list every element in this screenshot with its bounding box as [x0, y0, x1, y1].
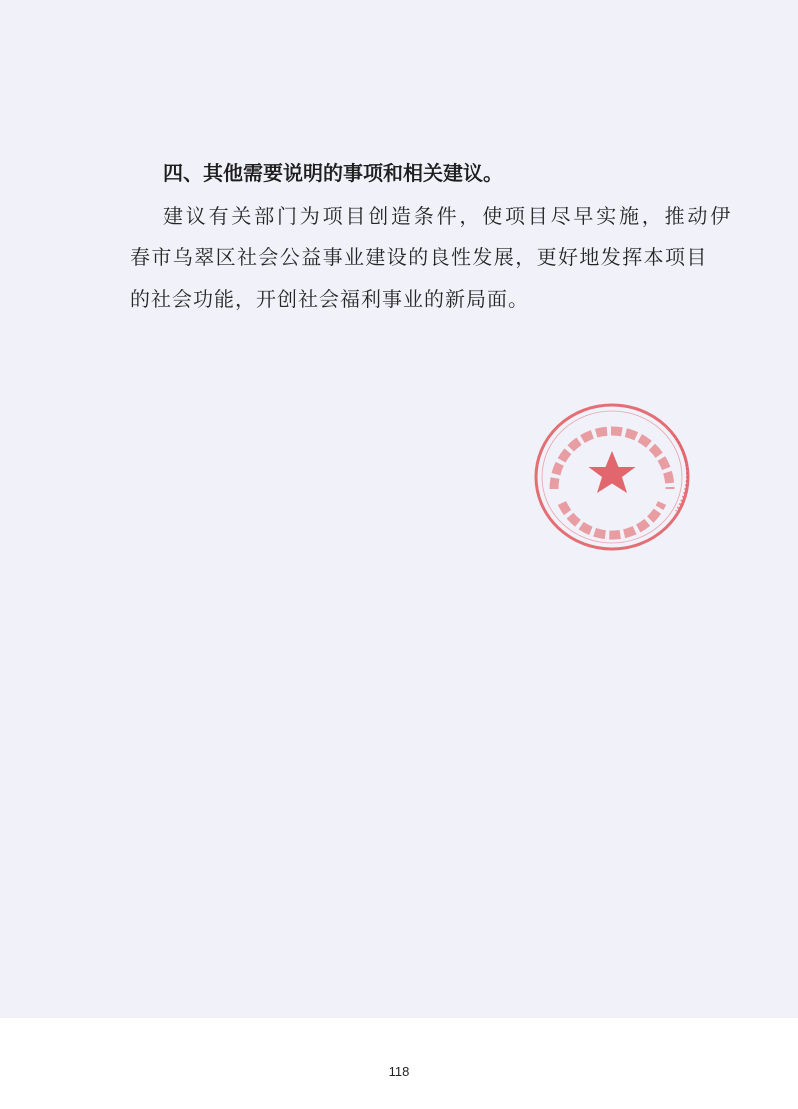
- paragraph-line-3: 的社会功能，开创社会福利事业的新局面。: [130, 287, 529, 311]
- page-number: 118: [388, 1064, 410, 1079]
- star-icon: [589, 451, 636, 493]
- paragraph-line-2: 春市乌翠区社会公益事业建设的良性发展，更好地发挥本项目: [130, 245, 708, 269]
- official-seal: [532, 401, 692, 553]
- paragraph-line-1: 建议有关部门为项目创造条件，使项目尽早实施，推动伊: [163, 204, 733, 228]
- section-heading: 四、其他需要说明的事项和相关建议。: [163, 161, 503, 185]
